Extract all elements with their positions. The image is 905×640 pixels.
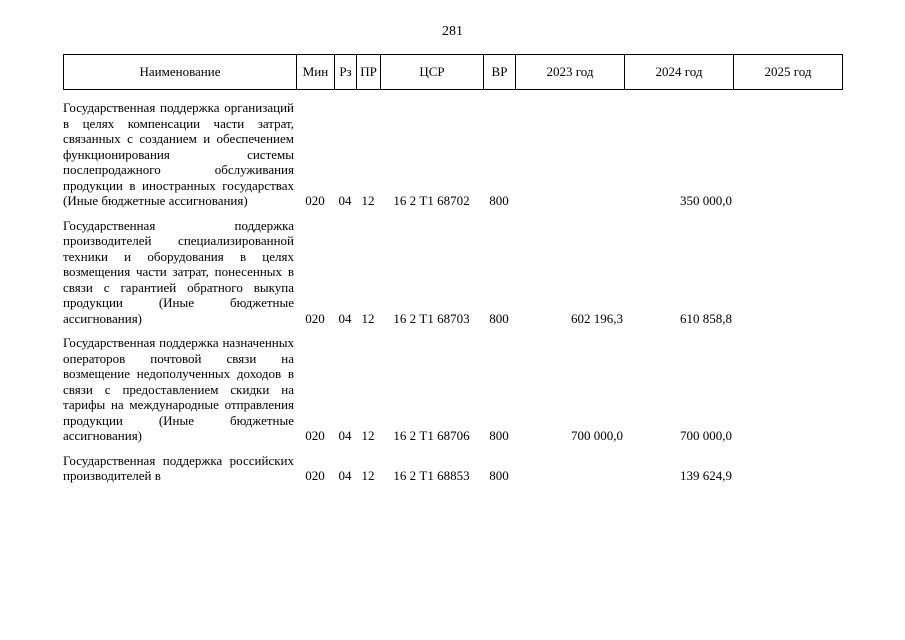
row-pr: 12 [361, 193, 375, 208]
column-header-min: Мин [297, 55, 335, 90]
row-vr: 800 [489, 310, 509, 326]
row-rz: 04 [338, 310, 352, 326]
row-name: Государственная поддержка назначенных операторов почтовой связи на возмещение недополученных доходов в связи с предоставлением скидки на тарифы на международные отправления продукции (Иные бюджетные ассигнования) [63, 335, 294, 443]
row-2023 [515, 453, 624, 484]
column-header-pr: ПР [357, 55, 381, 90]
row-vr: 800 [489, 428, 509, 443]
column-header-csr: ЦСР [381, 55, 484, 90]
row-csr: 16 2 Т1 68703 [393, 310, 470, 326]
row-2025 [733, 335, 842, 453]
row-min: 020 [305, 310, 325, 326]
column-header-vr: ВР [484, 55, 516, 90]
column-header-name: Наименование [64, 55, 297, 90]
row-csr: 16 2 Т1 68702 [393, 193, 470, 208]
row-csr: 16 2 Т1 68706 [393, 428, 470, 443]
row-pr: 12 [361, 428, 375, 443]
row-csr: 16 2 Т1 68853 [393, 468, 470, 483]
row-2024: 700 000,0 [680, 428, 732, 443]
column-header-2024: 2024 год [625, 55, 734, 90]
row-min: 020 [305, 468, 325, 483]
row-vr: 800 [489, 468, 509, 483]
row-rz: 04 [338, 468, 352, 483]
column-header-2023: 2023 год [516, 55, 625, 90]
row-2024: 350 000,0 [680, 193, 732, 208]
page-number: 281 [442, 24, 463, 39]
budget-table [63, 100, 842, 484]
row-name: Государственная поддержка производителей специализированной техники и оборудования в целях возмещения части затрат, понесенных в связи с гарантией обратного выкупа продукции (Иные бюджетные ассигнования) [63, 217, 294, 326]
row-pr: 12 [361, 468, 375, 483]
row-2025 [733, 218, 842, 336]
table-header [63, 54, 843, 90]
table-row [63, 335, 842, 453]
row-vr: 800 [489, 193, 509, 208]
row-2023: 700 000,0 [571, 428, 623, 443]
row-min: 020 [305, 193, 325, 208]
row-2025 [733, 453, 842, 484]
row-2023 [515, 100, 624, 218]
row-rz: 04 [338, 428, 352, 443]
row-2024: 610 858,8 [680, 310, 732, 326]
row-pr: 12 [361, 310, 375, 326]
table-row [63, 218, 842, 336]
row-name: Государственная поддержка российских производителей в [63, 452, 294, 483]
row-min: 020 [305, 428, 325, 443]
table-row [63, 453, 842, 484]
row-2024: 139 624,9 [680, 468, 732, 483]
table-row [63, 100, 842, 218]
column-header-2025: 2025 год [734, 55, 843, 90]
row-rz: 04 [338, 193, 352, 208]
row-name: Государственная поддержка организаций в целях компенсации части затрат, связанных с созданием и обеспечением функционирования системы послепродажного обслуживания продукции в иностранных государствах (Иные бюджетные ассигнования) [63, 100, 294, 208]
column-header-rz: Рз [335, 55, 357, 90]
row-2023: 602 196,3 [571, 310, 623, 326]
row-2025 [733, 100, 842, 218]
